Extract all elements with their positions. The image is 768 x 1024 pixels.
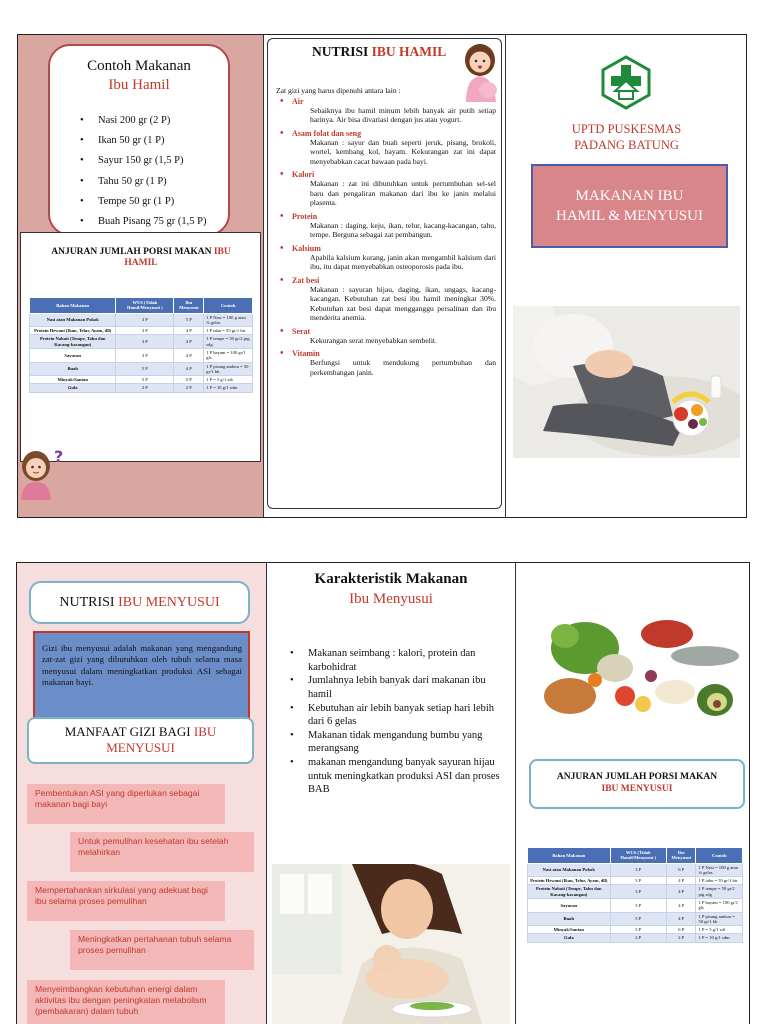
porsi-table-hamil-wrap — [29, 297, 253, 393]
nutrient-description: Makanan : zat ini dibutuhkan untuk pertumbuhan sel-sel baru dan pengaliran makanan dari ibu ke janin melalui plasenta. — [310, 179, 496, 208]
table-cell: 2 P — [174, 384, 204, 392]
table-header-cell: Contoh — [696, 848, 743, 864]
table-row — [528, 863, 743, 877]
list-item: • Nasi 200 gr (2 P) — [76, 111, 236, 131]
table-cell: Sayuran — [528, 898, 611, 912]
porsi-table-hamil — [29, 297, 253, 393]
table-cell: 4 P — [666, 885, 696, 899]
table-cell: 4 P — [174, 327, 204, 335]
nutrient-item — [278, 129, 496, 166]
table-cell: 2 P — [116, 384, 174, 392]
nutrisi-hamil-title-black: NUTRISI — [312, 44, 369, 59]
porsi-table-menyusui-wrap — [527, 847, 743, 943]
healthy-food-photo — [525, 596, 743, 724]
table-cell: Protein Hewani (Ikan, Telur, Ayam, dll) — [528, 877, 611, 885]
table-row — [528, 898, 743, 912]
benefit-item: Pembentukan ASI yang diperlukan sebagai makanan bagi bayi — [27, 784, 225, 824]
table-row — [30, 348, 253, 362]
puskesmas-logo — [601, 55, 651, 110]
list-item: • Jumlahnya lebih banyak dari makanan ibu hamil — [286, 674, 508, 701]
table-cell: Gula — [30, 384, 116, 392]
nutrient-description: Kekurangan serat menyebabkan sembelit. — [310, 335, 437, 345]
nutrient-name: • Zat besi — [278, 276, 496, 285]
table-row — [30, 362, 253, 376]
table-cell: 1 P pisang ambon = 50 gr/1 bh — [204, 362, 253, 376]
table-cell: Gula — [528, 934, 611, 942]
table-cell: 2 P — [666, 934, 696, 942]
table-row — [30, 327, 253, 335]
table-cell: 3 P — [610, 877, 666, 885]
nutrient-description: Makanan : daging, keju, ikan, telur, kacang-kacangan, tahu, tempe. Berguna sebagai zat pembangun. — [310, 220, 496, 240]
table-cell: 6 P — [666, 926, 696, 934]
table-cell: Minyak/Santan — [30, 376, 116, 384]
nutrient-name: • Serat — [278, 327, 496, 336]
nutrient-item — [278, 327, 496, 345]
nutrient-description: Makanan : sayur dan buah seperti jeruk, pisang, brokoli, wortel, kembang kol, bayam. Kekurangan zat ini dapat menyebabkan cacat bawaan pada bayi. — [310, 137, 496, 166]
nutrient-name: • Vitamin — [278, 349, 496, 358]
anjuran-hamil-title-black: ANJURAN JUMLAH PORSI MAKAN — [51, 247, 212, 257]
table-header-cell: Bahan Makanan — [30, 298, 116, 314]
table-cell: 1 P tahu = 55 gr/1 btr — [696, 877, 743, 885]
table-cell: 5 P — [174, 376, 204, 384]
table-row — [30, 313, 253, 327]
contoh-list — [76, 111, 236, 232]
list-item: • Buah Pisang 75 gr (1,5 P) — [76, 212, 236, 232]
table-cell: Buah — [30, 362, 116, 376]
table-cell: 2 P — [610, 934, 666, 942]
nutrisi-menyusui-box — [29, 581, 250, 624]
nutrient-description: Makanan : sayuran hijau, daging, ikan, ungags, kacang-kacangan. Kebutuhan zat besi ibu hamil meningkat 30%. Kebutuhan zat besi dapat mengganggu persalinan dan ibu menderita anemia. — [310, 284, 496, 323]
table-cell: 4 P — [666, 898, 696, 912]
table-cell: 1 P Nasi = 100 g atau ¾ gelas — [204, 313, 253, 327]
table-header-cell: WUS (Tidak Hamil/Menyusui ) — [116, 298, 174, 314]
benefit-item: Menyeimbangkan kebutuhan energi dalam aktivitas ibu dengan peningkatan metabolism (pembakaran) dalam tubuh — [27, 980, 225, 1024]
table-cell: 1 P = 10 g/1 sdm — [204, 384, 253, 392]
nutrisi-hamil-title-red: IBU HAMIL — [371, 44, 447, 59]
nutrient-item — [278, 97, 496, 125]
anjuran-hamil-title-red-2: HAMIL — [124, 258, 158, 269]
table-cell: Protein Nabati (Tempe, Tahu dan Kacang-kacangan) — [528, 885, 611, 899]
brochure-title-line1: MAKANAN IBU — [575, 187, 684, 204]
list-item: • Tahu 50 gr (1 P) — [76, 172, 236, 192]
puskesmas-name-line1: UPTD PUSKESMAS — [571, 122, 682, 136]
contoh-title-red: Ibu Hamil — [108, 76, 170, 93]
contoh-title — [48, 57, 230, 95]
karakteristik-title — [266, 569, 516, 610]
anjuran-hamil-title-red-1: IBU — [213, 247, 231, 257]
table-cell: 5 P — [610, 926, 666, 934]
porsi-table-menyusui — [527, 847, 743, 943]
breastfeeding-mother-photo — [272, 864, 510, 1024]
table-cell: 5 P — [116, 376, 174, 384]
manfaat-title-black: MANFAAT GIZI BAGI — [64, 724, 191, 739]
contoh-title-black: Contoh Makanan — [87, 58, 191, 74]
nutrisi-hamil-list — [278, 97, 496, 381]
table-cell: 4 P — [174, 348, 204, 362]
benefit-item: Mempertahankan sirkulasi yang adekuat bagi ibu selama proses pemulihan — [27, 881, 225, 921]
table-cell: Nasi atau Makanan Pokok — [30, 313, 116, 327]
pregnant-woman-icon — [458, 40, 504, 102]
table-row — [528, 934, 743, 942]
table-cell: Buah — [528, 912, 611, 926]
table-cell: 1 P = 10 g/1 sdm — [696, 934, 743, 942]
nutrient-name: • Kalori — [278, 170, 496, 179]
table-cell: 3 P — [610, 885, 666, 899]
table-header-cell: Ibu Menyusui — [666, 848, 696, 864]
list-item: • Makanan seimbang : kalori, protein dan karbohidrat — [286, 647, 508, 674]
table-cell: 1 P Nasi = 100 g atau ¾ gelas — [696, 863, 743, 877]
karakteristik-list — [286, 647, 508, 797]
nutrient-item — [278, 276, 496, 323]
nutrient-name: • Protein — [278, 212, 496, 221]
anjuran-menyusui-title-black: ANJURAN JUMLAH PORSI MAKAN — [556, 772, 718, 782]
table-row — [528, 877, 743, 885]
table-row — [30, 335, 253, 349]
nutrisi-hamil-intro: Zat gizi yang harus dipenuhi antara lain : — [276, 86, 401, 95]
puskesmas-name-line2: PADANG BATUNG — [574, 137, 679, 152]
table-cell: 3 P — [116, 313, 174, 327]
nutrient-item — [278, 244, 496, 272]
table-cell: 1 P tempe = 50 gr/2 ptg sdg — [204, 335, 253, 349]
list-item: • Ikan 50 gr (1 P) — [76, 131, 236, 151]
anjuran-menyusui-box — [529, 759, 745, 809]
list-item: • Kebutuhan air lebih banyak setiap hari lebih dari 6 gelas — [286, 702, 508, 729]
nutrient-item — [278, 170, 496, 207]
table-row — [528, 912, 743, 926]
table-cell: 3 P — [610, 863, 666, 877]
nutrient-name: • Asam folat dan seng — [278, 129, 496, 138]
table-header-cell: Contoh — [204, 298, 253, 314]
gizi-definition-box: Gizi ibu menyusui adalah makanan yang mengandung zat-zat gizi yang dibutuhkan oleh tubuh selama masa menyusui dalam meningkatkan produksi ASI sebagai makanan bayi. — [33, 631, 250, 724]
nutrient-description: Berfungsi untuk mendukung pertumbuhan dan perkembangan janin. — [310, 358, 496, 377]
table-cell: 1 P pisang ambon = 50 gr/1 bh — [696, 912, 743, 926]
manfaat-gizi-box — [27, 717, 254, 764]
table-cell: 1 P = 5 g/1 sdt — [696, 926, 743, 934]
table-header-cell: WUS (Tidak Hamil/Menyusui ) — [610, 848, 666, 864]
table-cell: 4 P — [174, 335, 204, 349]
svg-text:?: ? — [54, 447, 64, 466]
table-cell: 5 P — [174, 313, 204, 327]
brochure-title-line2: HAMIL & MENYUSUI — [556, 208, 703, 224]
nutrisi-menyusui-title-red: IBU MENYUSUI — [118, 594, 220, 610]
table-cell: 3 P — [116, 335, 174, 349]
table-header-cell: Bahan Makanan — [528, 848, 611, 864]
table-cell: Protein Hewani (Ikan, Telur, Ayam, dll) — [30, 327, 116, 335]
thinking-girl-icon — [16, 444, 68, 500]
table-cell: 5 P — [116, 362, 174, 376]
benefit-item: Meningkatkan pertahanan tubuh selama proses pemulihan — [70, 930, 254, 970]
table-cell: 3 P — [116, 348, 174, 362]
table-cell: 1 P bayam = 100 gr/1 gls — [696, 898, 743, 912]
list-item: • Makanan tidak mengandung bumbu yang merangsang — [286, 729, 508, 756]
table-cell: 1 P tahu = 55 gr/1 btr — [204, 327, 253, 335]
table-row — [30, 376, 253, 384]
puskesmas-name — [509, 122, 744, 153]
table-cell: 1 P = 5 g/1 sdt — [204, 376, 253, 384]
anjuran-menyusui-title-red: IBU MENYUSUI — [601, 784, 673, 795]
table-header-cell: Ibu Menyusui — [174, 298, 204, 314]
nutrisi-menyusui-title-black: NUTRISI — [59, 594, 115, 610]
table-cell: 4 P — [174, 362, 204, 376]
table-cell: Minyak/Santan — [528, 926, 611, 934]
table-cell: 4 P — [666, 912, 696, 926]
table-cell: Protein Nabati (Tempe, Tahu dan Kacang-kacangan) — [30, 335, 116, 349]
anjuran-hamil-title — [28, 247, 254, 270]
manfaat-title-red-2: MENYUSUI — [106, 740, 175, 756]
nutrient-description: Sebaiknya ibu hamil minum lebih banyak air putih setiap harinya. Air bisa divariasi dengan jus atau yogurt. — [310, 106, 496, 125]
karakteristik-title-black: Karakteristik Makanan — [314, 571, 468, 587]
pregnant-woman-photo — [513, 306, 740, 458]
list-item: • makanan mengandung banyak sayuran hijau untuk meningkatkan produksi ASI dan proses BAB — [286, 756, 508, 797]
table-cell: 4 P — [666, 877, 696, 885]
nutrisi-hamil-title — [312, 44, 446, 60]
table-cell: 3 P — [116, 327, 174, 335]
manfaat-title-red-1: IBU — [193, 724, 217, 739]
nutrient-name: • Kalsium — [278, 244, 496, 253]
table-cell: 3 P — [610, 898, 666, 912]
nutrient-name: • Air — [278, 97, 496, 106]
table-cell: 6 P — [666, 863, 696, 877]
benefit-item: Untuk pemulihan kesehatan ibu setelah melahirkan — [70, 832, 254, 872]
table-cell: 1 P bayam = 100 gr/1 gls — [204, 348, 253, 362]
list-item: • Tempe 50 gr (1 P) — [76, 192, 236, 212]
table-cell: 5 P — [610, 912, 666, 926]
table-row — [30, 384, 253, 392]
list-item: • Sayur 150 gr (1,5 P) — [76, 151, 236, 171]
table-cell: 1 P tempe = 50 gr/2 ptg sdg — [696, 885, 743, 899]
brochure-title-box — [531, 164, 728, 248]
table-cell: Nasi atau Makanan Pokok — [528, 863, 611, 877]
karakteristik-title-red: Ibu Menyusui — [349, 591, 433, 608]
table-row — [528, 926, 743, 934]
table-cell: Sayuran — [30, 348, 116, 362]
nutrient-item — [278, 212, 496, 240]
nutrient-description: Apabila kalsium kurang, janin akan mengambil kalsium dari ibu, itu dapat menyebabkan osteoporosis pada ibu. — [310, 252, 496, 272]
nutrient-item — [278, 349, 496, 377]
table-row — [528, 885, 743, 899]
